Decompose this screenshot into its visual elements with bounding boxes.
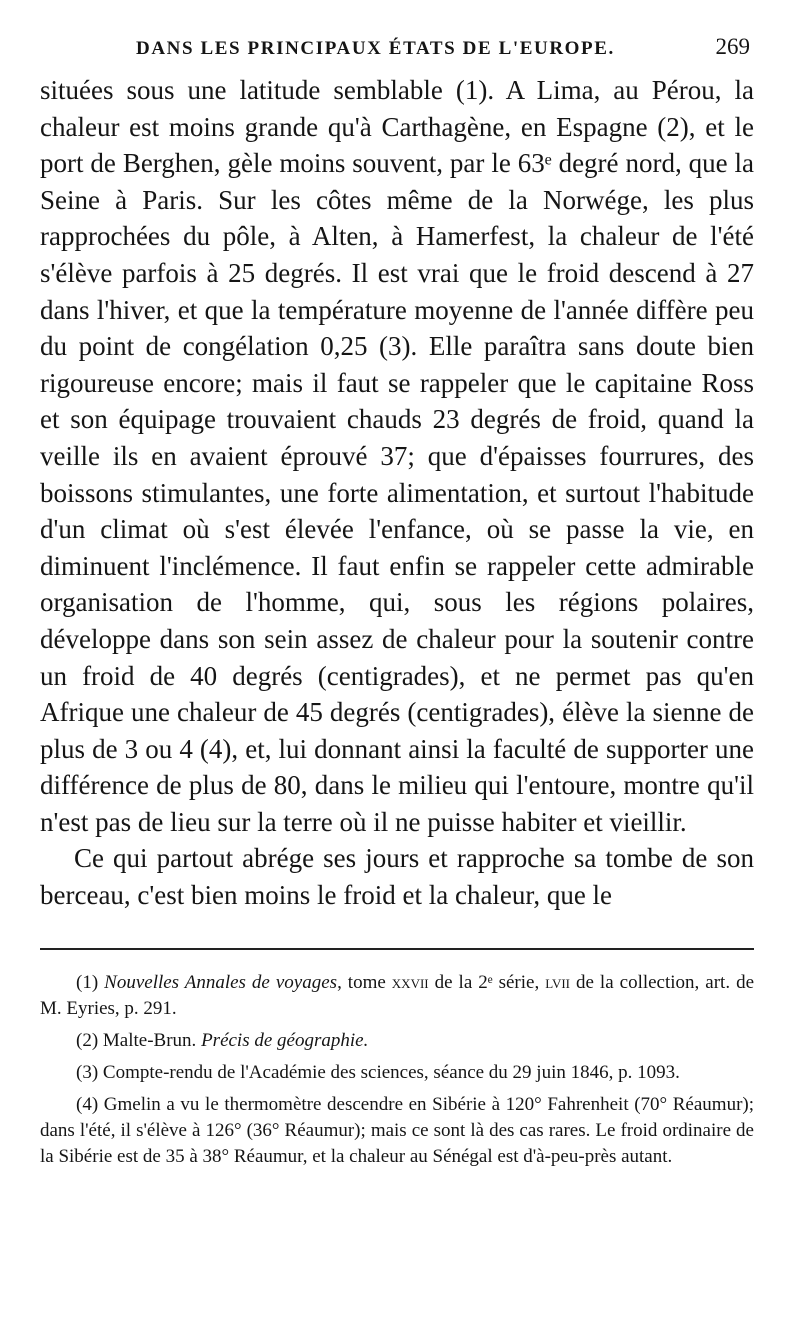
footnote-number: (3) [76,1061,99,1083]
paragraph: Ce qui partout abrége ses jours et rapproche sa tombe de son berceau, c'est bien moins le froid et la chaleur, que le [40,843,754,911]
footnote-number: (1) [76,971,99,993]
footnote-number: (4) [76,1093,99,1115]
footnote-title: Précis de géographie. [201,1029,369,1051]
paragraph: situées sous une latitude semblable (1). A Lima, au Pérou, la chaleur est moins grande qu'à Carthagène, en Espagne (2), et le port de Berghen, gèle moins souvent, par le 63ᵉ degré nord, que la Seine à Paris. Sur les côtes même de la Norwége, les plus rapprochées du pôle, à Alten, à Hamerfest, la chaleur de l'été s'élève parfois à 25 degrés. Il est vrai que le froid descend à 27 dans l'hiver, et que la température moyenne de l'année diffère peu du point de congélation 0,25 (3). Elle paraîtra sans doute bien rigoureuse encore; mais il faut se rappeler que le capitaine Ross et son équipage trouvaient chauds 23 degrés de froid, quand la veille ils en avaient éprouvé 37; que d'épaisses fourrures, des boissons stimulantes, une forte alimentation, et surtout l'habitude d'un climat où s'est élevée l'enfance, où se passe la vie, en diminuent l'inclémence. Il faut enfin se rappeler cette admirable organisation de l'homme, qui, sous les régions polaires, développe dans son sein assez de chaleur pour la soutenir contre un froid de 40 degrés (centigrades), et ne permet pas qu'en Afrique une chaleur de 45 degrés (centigrades), élève la sienne de plus de 3 ou 4 (4), et, lui donnant ainsi la faculté de supporter une différence de plus de 80, dans le milieu qui l'entoure, montre qu'il n'est pas de lieu sur la terre où il ne puisse habiter et vieillir. [40,75,754,837]
footnote-1: (1) Nouvelles Annales de voyages, tome xxvii de la 2ᵉ série, lvii de la collection, art. de M. Eyries, p. 291. [40,971,755,1019]
running-head: DANS LES PRINCIPAUX ÉTATS DE L'EUROPE. [136,38,615,59]
footnote-2: (2) Malte-Brun. Précis de géographie. [76,1029,369,1051]
footnote-title: Nouvelles Annales de voyages [104,971,338,993]
page-header [40,34,754,72]
footnotes [40,970,754,1170]
page-number: 269 [715,34,750,59]
footnote-4: (4) Gmelin a vu le thermomètre descendre en Sibérie à 120° Fahrenheit (70° Réaumur); dans l'été, il s'élève à 126° (36° Réaumur); mais ce sont là des cas rares. Le froid ordinaire de la Sibérie est de 35 à 38° Réaumur, et la chaleur au Sénégal est d'à-peu-près autant. [40,1093,755,1167]
body-text [40,72,754,914]
footnote-3: (3) Compte-rendu de l'Académie des sciences, séance du 29 juin 1846, p. 1093. [76,1061,680,1083]
footnote-divider [40,948,754,950]
footnote-number: (2) [76,1029,99,1051]
